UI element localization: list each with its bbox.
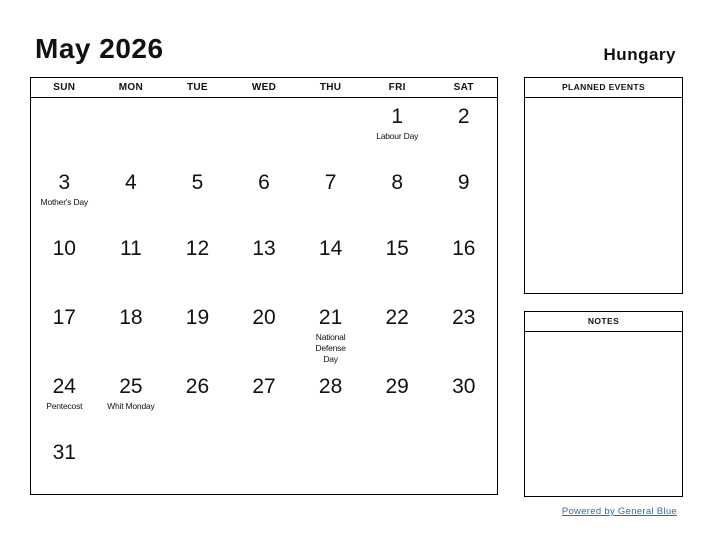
calendar-day — [297, 171, 364, 208]
calendar-day — [231, 171, 298, 208]
day-number: 9 — [457, 171, 470, 194]
calendar-day — [430, 105, 497, 142]
calendar-day — [98, 105, 165, 142]
day-number: 16 — [452, 237, 476, 260]
calendar-week — [31, 375, 497, 412]
day-number: 6 — [258, 171, 270, 194]
holiday-label: Whit Monday — [107, 401, 155, 411]
calendar-day — [164, 237, 231, 261]
calendar-grid — [30, 77, 498, 495]
calendar-day — [164, 105, 231, 142]
calendar-day — [297, 375, 364, 412]
calendar-week — [31, 237, 497, 261]
calendar-day — [31, 237, 98, 261]
calendar-day — [98, 171, 165, 208]
calendar-day — [430, 441, 497, 465]
calendar-day — [430, 306, 497, 365]
day-number: 27 — [252, 375, 276, 398]
calendar-day — [297, 306, 364, 365]
calendar-day — [364, 171, 431, 208]
day-number: 31 — [52, 441, 76, 464]
day-number: 13 — [252, 237, 276, 260]
planned-events-heading: PLANNED EVENTS — [525, 78, 682, 98]
calendar-day — [31, 171, 98, 208]
calendar-day — [430, 375, 497, 412]
page-title: May 2026 — [35, 33, 164, 64]
day-number: 15 — [385, 237, 409, 260]
day-number: 28 — [318, 375, 343, 398]
calendar-day — [430, 171, 497, 208]
calendar-day — [297, 237, 364, 261]
calendar-day — [31, 105, 98, 142]
day-number: 17 — [52, 306, 76, 329]
day-number: 7 — [324, 171, 337, 194]
day-number: 2 — [457, 105, 470, 128]
calendar-day — [98, 375, 165, 412]
day-number: 30 — [452, 375, 476, 398]
notes-panel — [524, 311, 683, 497]
day-number: 25 — [119, 375, 143, 398]
calendar-day — [297, 105, 364, 142]
day-number: 24 — [52, 375, 76, 398]
calendar-day — [430, 237, 497, 261]
calendar-week — [31, 105, 497, 142]
day-number: 1 — [391, 105, 404, 128]
calendar-day — [231, 441, 298, 465]
holiday-label: National Defense Day — [315, 332, 346, 364]
day-number: 4 — [125, 171, 137, 194]
weekday-sat: SAT — [453, 82, 474, 93]
day-number: 20 — [252, 306, 276, 329]
calendar-day — [164, 441, 231, 465]
weekday-tue: TUE — [186, 82, 208, 93]
day-number: 29 — [385, 375, 409, 398]
holiday-label: Labour Day — [376, 131, 419, 141]
calendar-day — [164, 375, 231, 412]
day-number: 22 — [385, 306, 409, 329]
planned-events-panel — [524, 77, 683, 294]
country-label: Hungary — [603, 45, 676, 64]
calendar-day — [31, 306, 98, 365]
calendar-week — [31, 441, 497, 465]
calendar-day — [364, 375, 431, 412]
notes-heading: NOTES — [525, 312, 682, 332]
day-number: 5 — [191, 171, 204, 194]
calendar-day — [231, 237, 298, 261]
day-number: 18 — [119, 306, 143, 329]
day-number: 26 — [185, 375, 210, 398]
holiday-label: Pentecost — [46, 401, 83, 411]
day-number: 11 — [119, 237, 142, 260]
day-number: 21 — [318, 306, 343, 329]
day-number: 14 — [318, 237, 343, 260]
calendar-day — [297, 441, 364, 465]
calendar-day — [364, 306, 431, 365]
weekday-wed: WED — [251, 82, 277, 93]
calendar-week — [31, 306, 497, 365]
powered-by-link[interactable]: Powered by General Blue — [561, 506, 677, 517]
weekday-thu: THU — [319, 82, 342, 93]
calendar-day — [31, 441, 98, 465]
calendar-day — [164, 171, 231, 208]
calendar-day — [364, 105, 431, 142]
weekday-header — [31, 78, 497, 98]
calendar-day — [364, 237, 431, 261]
weekday-mon: MON — [118, 82, 143, 93]
weekday-sun: SUN — [53, 82, 76, 93]
weekday-fri: FRI — [388, 82, 406, 93]
calendar-day — [98, 237, 165, 261]
day-number: 19 — [185, 306, 210, 329]
calendar-day — [231, 375, 298, 412]
day-number: 23 — [452, 306, 476, 329]
calendar-day — [231, 105, 298, 142]
calendar-week — [31, 171, 497, 208]
calendar-day — [31, 375, 98, 412]
day-number: 3 — [58, 171, 71, 194]
day-number: 10 — [52, 237, 76, 260]
holiday-label: Mother's Day — [40, 197, 88, 207]
calendar-day — [231, 306, 298, 365]
calendar-day — [98, 441, 165, 465]
calendar-day — [164, 306, 231, 365]
day-number: 12 — [185, 237, 210, 260]
calendar-day — [98, 306, 165, 365]
day-number: 8 — [391, 171, 404, 194]
calendar-day — [364, 441, 431, 465]
